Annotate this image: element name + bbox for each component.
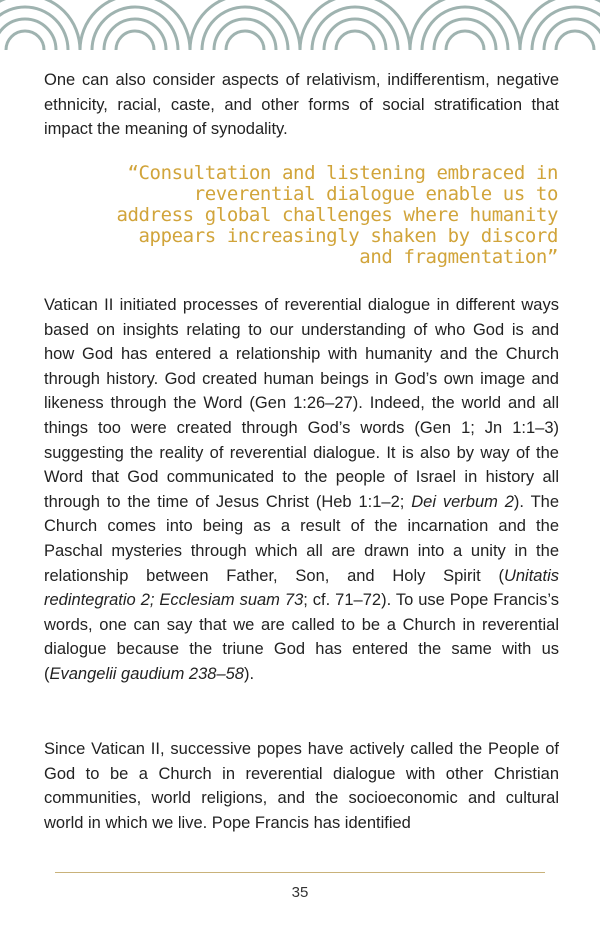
paragraph-relativism: One can also consider aspects of relativism, indifferentism, negative ethnicity, racial, caste, and other forms of social stratification that impact the meaning of synodality. [44,71,559,139]
pull-quote: “Consultation and listening embraced in reverential dialogue enable us to address global challenges where humanity appears increasingly shaken by discord and fragmentation” [116,162,558,268]
wave-arc-group-2 [80,0,190,50]
footer-divider [55,872,545,873]
citation-dei-verbum: Dei verbum 2 [411,492,514,511]
wave-arc-group-5 [410,0,520,50]
paragraph-text: ). [243,664,255,683]
page-number: 35 [291,884,309,901]
paragraph-vatican-ii [44,293,559,687]
wave-arc-group-6 [520,0,600,50]
wave-arc-group-1 [0,0,80,50]
paragraph-text: Vatican II initiated processes of reverential dialogue in different ways based on insights relating to our understanding of who God is and how God has entered a relationship with humanity and the Church through history. God created human beings in God’s own image and likeness through the Word (Gen 1:26–27). Indeed, the world and all things too were created through God’s words (Gen 1; Jn 1:1–3) suggesting the reality of reverential dialogue. It is also by way of the Word that God communicated to the people of Israel in history all through to the time of Jesus Christ (Heb 1:1–2; [44,296,559,511]
paragraph-text: ). The Church comes into being as a result of the incarnation and the Paschal mysteries through which all are drawn into a unity in the relationship between Father, Son, and Holy Spirit ( [44,492,560,585]
wave-arc-group-3 [190,0,300,50]
paragraph-successive-popes: Since Vatican II, successive popes have actively called the People of God to be a Church in reverential dialogue with other Christian communities, world religions, and the socioeconomic and cultural world in which we live. Pope Francis has identified [44,740,559,832]
paragraph-text: ; cf. 71–72). To use Pope Francis’s words, one can say that we are called to be a Church in reverential dialogue because the triune God has entered the same with us ( [44,591,559,683]
decorative-wave-banner [0,0,600,50]
citation-evangelii-gaudium: Evangelii gaudium 238–58 [49,664,244,683]
wave-arc-group-4 [300,0,410,50]
citation-unitatis-ecclesiam: Unitatis redintegratio 2; Ecclesiam suam 73 [44,566,559,610]
